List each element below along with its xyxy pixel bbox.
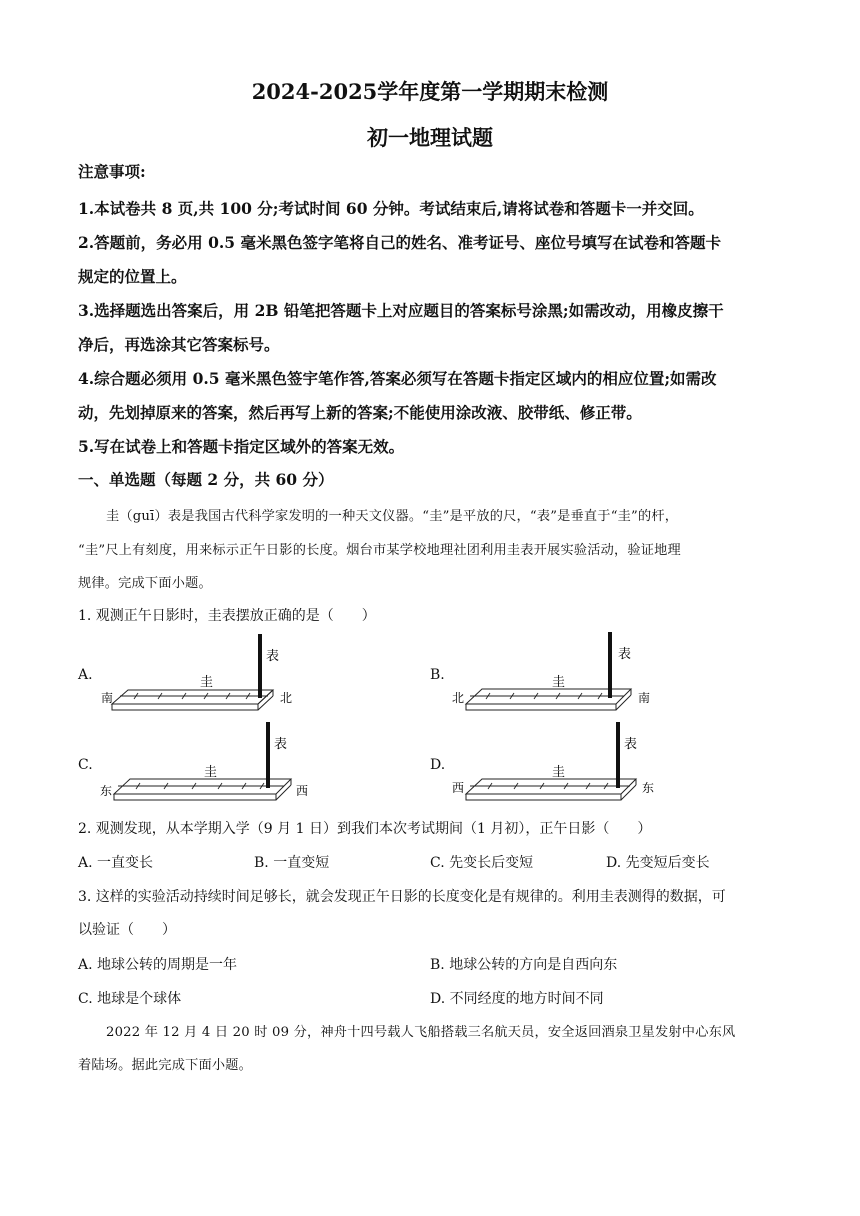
direction-right: 西 bbox=[296, 784, 309, 798]
biao-label: 表 bbox=[266, 649, 280, 664]
direction-right: 北 bbox=[280, 691, 293, 705]
question-3-option-c[interactable]: C. 地球是个球体 bbox=[78, 991, 182, 1007]
option-b-figure[interactable] bbox=[448, 628, 658, 720]
note-item: 5.写在试卷上和答题卡指定区域外的答案无效。 bbox=[78, 437, 405, 456]
note-item: 动，先划掉原来的答案，然后再写上新的答案;不能使用涂改液、胶带纸、修正带。 bbox=[78, 403, 642, 422]
section-heading: 一、单选题（每题 2 分，共 60 分） bbox=[78, 470, 334, 489]
note-item: 2.答题前，务必用 0.5 毫米黑色签字笔将自己的姓名、准考证号、座位号填写在试卷和答题卡 bbox=[78, 233, 721, 252]
option-c-figure[interactable] bbox=[96, 718, 316, 810]
question-2-option-b[interactable]: B. 一直变短 bbox=[254, 855, 330, 871]
direction-left: 南 bbox=[101, 691, 114, 705]
gui-label: 圭 bbox=[204, 765, 218, 780]
question-3-option-b[interactable]: B. 地球公转的方向是自西向东 bbox=[430, 957, 618, 973]
option-d-figure[interactable] bbox=[448, 718, 668, 810]
passage-line: 2022 年 12 月 4 日 20 时 09 分，神舟十四号载人飞船搭载三名航天员，安全返回酒泉卫星发射中心东风 bbox=[106, 1025, 736, 1040]
exam-title: 2024-2025学年度第一学期期末检测 bbox=[251, 79, 609, 104]
note-item: 1.本试卷共 8 页,共 100 分;考试时间 60 分钟。考试结束后,请将试卷和答题卡一并交回。 bbox=[78, 199, 704, 218]
biao-label: 表 bbox=[274, 737, 288, 752]
direction-left: 西 bbox=[452, 781, 465, 795]
option-c-letter[interactable]: C. bbox=[78, 757, 93, 773]
note-item: 4.综合题必须用 0.5 毫米黑色签宇笔作答,答案必须写在答题卡指定区域内的相应位置;如需改 bbox=[78, 369, 717, 388]
question-2-option-a[interactable]: A. 一直变长 bbox=[78, 855, 154, 871]
question-1-stem: 1. 观测正午日影时，圭表摆放正确的是（ ） bbox=[78, 608, 376, 624]
biao-label: 表 bbox=[624, 737, 638, 752]
option-b-letter[interactable]: B. bbox=[430, 667, 445, 683]
question-2-option-c[interactable]: C. 先变长后变短 bbox=[430, 855, 534, 871]
gui-label: 圭 bbox=[552, 675, 566, 690]
note-item: 净后，再选涂其它答案标号。 bbox=[78, 335, 280, 354]
passage-line: 规律。完成下面小题。 bbox=[78, 576, 212, 591]
question-2-stem: 2. 观测发现，从本学期入学（9 月 1 日）到我们本次考试期间（1 月初），正午日影（ ） bbox=[78, 821, 652, 837]
passage-line: “圭”尺上有刻度，用来标示正午日影的长度。烟台市某学校地理社团利用圭表开展实验活动，验证地理 bbox=[78, 543, 681, 558]
passage-line: 圭（guī）表是我国古代科学家发明的一种天文仪器。“圭”是平放的尺，“表”是垂直于“圭”的杆， bbox=[106, 509, 679, 524]
notes-heading: 注意事项: bbox=[78, 162, 146, 181]
gui-label: 圭 bbox=[200, 675, 214, 690]
option-a-letter[interactable]: A. bbox=[78, 667, 93, 683]
direction-left: 东 bbox=[100, 784, 113, 798]
question-3-option-a[interactable]: A. 地球公转的周期是一年 bbox=[78, 957, 238, 973]
biao-label: 表 bbox=[618, 647, 632, 662]
direction-left: 北 bbox=[452, 691, 465, 705]
exam-subtitle: 初一地理试题 bbox=[367, 125, 493, 150]
note-item: 3.选择题选出答案后，用 2B 铅笔把答题卡上对应题目的答案标号涂黑;如需改动，用橡皮擦干 bbox=[78, 301, 724, 320]
note-item: 规定的位置上。 bbox=[78, 267, 187, 286]
direction-right: 东 bbox=[642, 781, 655, 795]
question-3-option-d[interactable]: D. 不同经度的地方时间不同 bbox=[430, 991, 604, 1007]
direction-right: 南 bbox=[638, 691, 651, 705]
option-d-letter[interactable]: D. bbox=[430, 757, 446, 773]
gui-label: 圭 bbox=[552, 765, 566, 780]
question-2-option-d[interactable]: D. 先变短后变长 bbox=[606, 855, 710, 871]
question-3-stem-cont: 以验证（ ） bbox=[78, 922, 176, 938]
option-a-figure[interactable] bbox=[96, 630, 296, 720]
question-3-stem: 3. 这样的实验活动持续时间足够长，就会发现正午日影的长度变化是有规律的。利用圭表测得的数据，可 bbox=[78, 889, 726, 905]
passage-line: 着陆场。据此完成下面小题。 bbox=[78, 1058, 253, 1073]
